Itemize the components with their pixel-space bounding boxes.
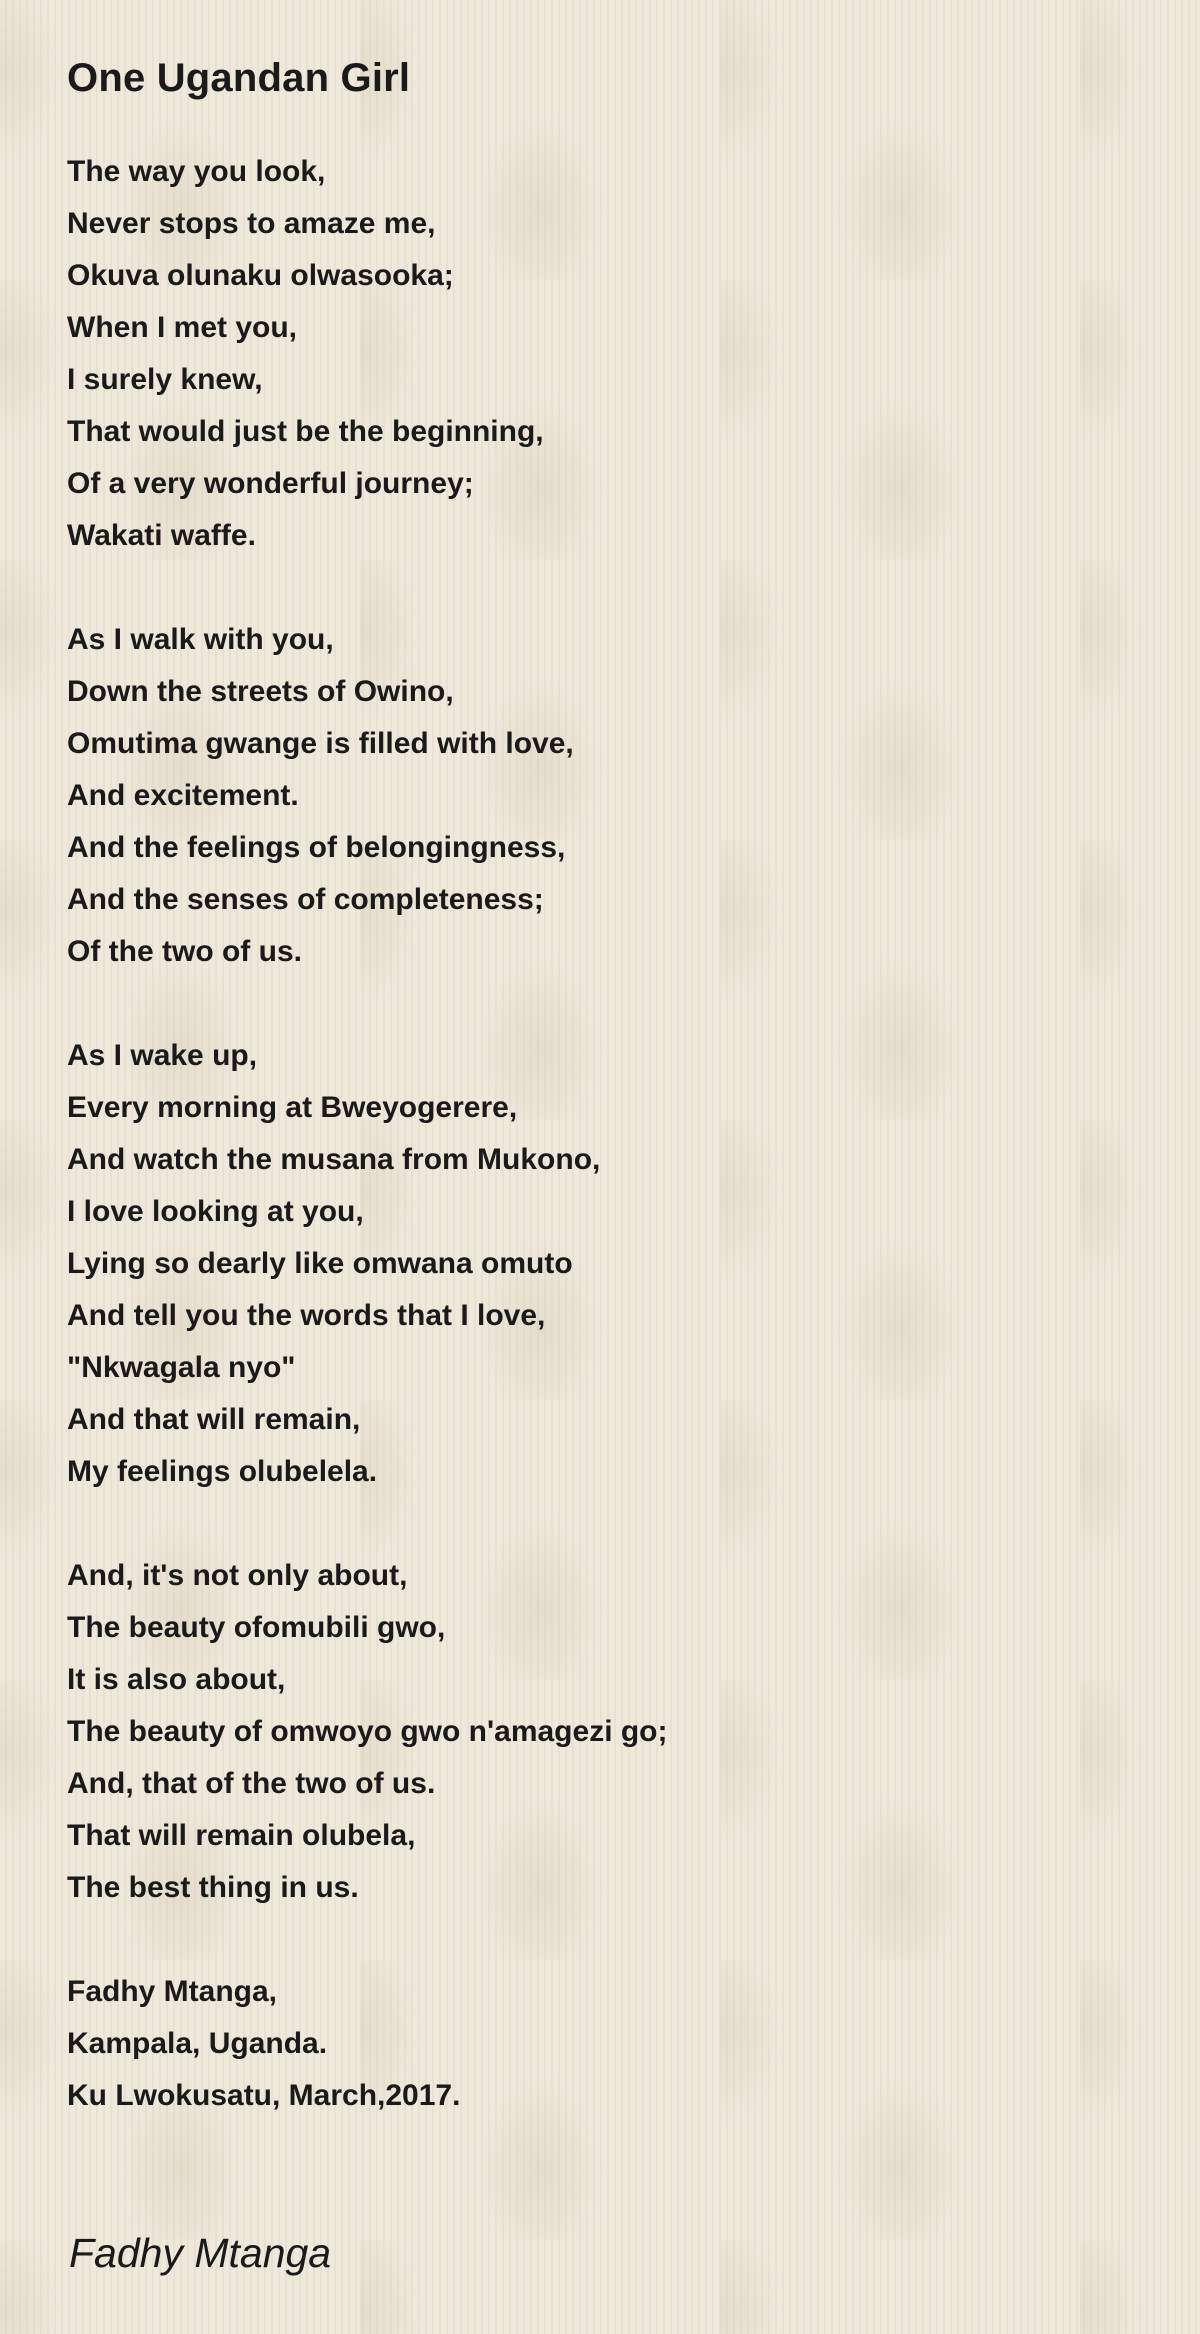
poem-line: Omutima gwange is filled with love,	[67, 727, 574, 760]
stanza	[67, 614, 1167, 978]
poem-line: And excitement.	[67, 779, 299, 812]
poem-line: That would just be the beginning,	[67, 415, 544, 448]
stanza	[67, 1550, 1167, 1914]
poem-line: Fadhy Mtanga,	[67, 1975, 278, 2008]
poem-line: Every morning at Bweyogerere,	[67, 1091, 518, 1124]
poem-line: As I wake up,	[67, 1039, 258, 1072]
poem-line: It is also about,	[67, 1663, 286, 1696]
poem-line: And, it's not only about,	[67, 1559, 408, 1592]
poem-line: And, that of the two of us.	[67, 1767, 436, 1800]
poem-line: As I walk with you,	[67, 623, 334, 656]
poem-body	[67, 146, 1167, 2122]
poem-line: And the senses of completeness;	[67, 883, 544, 916]
poem-container	[67, 48, 1167, 2174]
poem-line: Kampala, Uganda.	[67, 2027, 328, 2060]
poem-line: Of a very wonderful journey;	[67, 467, 474, 500]
stanza	[67, 1030, 1167, 1498]
poem-line: Never stops to amaze me,	[67, 207, 436, 240]
poem-line: Okuva olunaku olwasooka;	[67, 259, 454, 292]
poem-line: Lying so dearly like omwana omuto	[67, 1247, 573, 1280]
poem-line: Of the two of us.	[67, 935, 302, 968]
poem-line: Down the streets of Owino,	[67, 675, 454, 708]
poem-line: When I met you,	[67, 311, 298, 344]
poem-line: The beauty ofomubili gwo,	[67, 1611, 446, 1644]
poem-line: The way you look,	[67, 155, 326, 188]
stanza	[67, 146, 1167, 562]
stanza	[67, 1966, 1167, 2122]
poem-line: And that will remain,	[67, 1403, 361, 1436]
poem-line: And the feelings of belongingness,	[67, 831, 566, 864]
poem-line: I love looking at you,	[67, 1195, 364, 1228]
poem-line: "Nkwagala nyo"	[67, 1351, 296, 1384]
poem-title: One Ugandan Girl	[67, 56, 411, 100]
poem-line: The beauty of omwoyo gwo n'amagezi go;	[67, 1715, 668, 1748]
poem-line: The best thing in us.	[67, 1871, 359, 1904]
poem-line: Ku Lwokusatu, March,2017.	[67, 2079, 461, 2112]
poem-line: I surely knew,	[67, 363, 263, 396]
poem-line: Wakati waffe.	[67, 519, 256, 552]
author-signature: Fadhy Mtanga	[69, 2230, 332, 2276]
poem-line: And tell you the words that I love,	[67, 1299, 546, 1332]
poem-line: And watch the musana from Mukono,	[67, 1143, 601, 1176]
poem-line: That will remain olubela,	[67, 1819, 416, 1852]
poem-line: My feelings olubelela.	[67, 1455, 378, 1488]
